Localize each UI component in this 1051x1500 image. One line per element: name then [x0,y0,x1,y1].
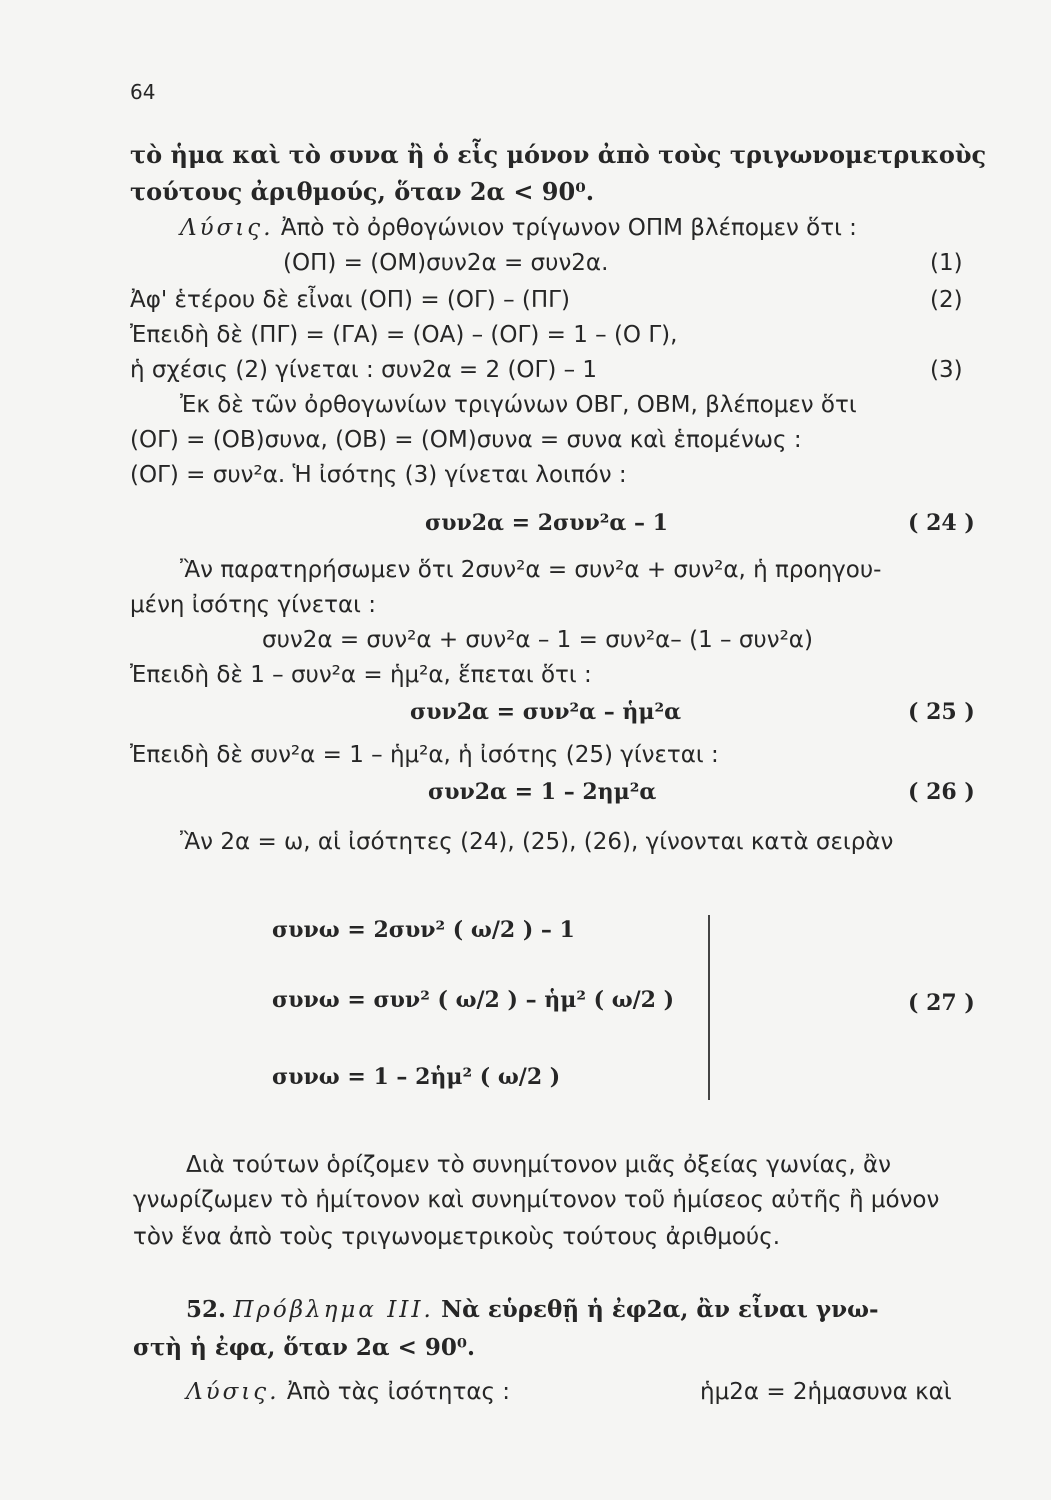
text-line-15: Ἐπειδὴ δὲ συν²α = 1 – ἡμ²α, ἡ ἰσότης (25) γίνεται : [130,742,719,768]
text-line-9: (ΟΓ) = (ΟΒ)συνα, (ΟΒ) = (ΟΜ)συνα = συνα καὶ ἑπομένως : [130,427,802,453]
text-line-22-body: Ἀπὸ τὰς ἰσότητας : [286,1379,511,1405]
text-line-12: μένη ἰσότης γίνεται : [130,592,376,618]
text-line-18: γνωρίζωμεν τὸ ἡμίτονον καὶ συνημίτονον τοῦ ἡμίσεος αὐτῆς ἢ μόνον [133,1187,940,1213]
eq-number-1: (1) [930,250,963,276]
problem-statement: Νὰ εὑρεθῇ ἡ ἐφ2α, ἂν εἶναι γνω- [441,1296,879,1323]
text-line-5: Ἀφ' ἑτέρου δὲ εἶναι (ΟΠ) = (ΟΓ) – (ΠΓ) [130,287,570,313]
text-line-19: τὸν ἕνα ἀπὸ τοὺς τριγωνομετρικοὺς τούτους ἀριθμούς. [133,1224,781,1250]
equation-brace [708,915,710,1100]
text-line-11: Ἂν παρατηρήσωμεν ὅτι 2συν²α = συν²α + συν²α, ἡ προηγου- [180,557,882,583]
text-line-17: Διὰ τούτων ὁρίζομεν τὸ συνημίτονον μιᾶς ὀξείας γωνίας, ἂν [186,1152,891,1178]
eq-number-26: ( 26 ) [908,779,975,805]
equation-27b: συνω = συν² ( ω/2 ) – ἡμ² ( ω/2 ) [272,987,675,1013]
equation-26: συν2α = 1 – 2ημ²α [428,779,657,805]
text-line-13: συν2α = συν²α + συν²α – 1 = συν²α– (1 – συν²α) [262,627,813,653]
eq-number-25: ( 25 ) [908,699,975,725]
equation-27a: συνω = 2συν² ( ω/2 ) – 1 [272,917,575,943]
solution-label-2: Λύσις. [186,1379,280,1405]
text-line-6: Ἐπειδὴ δὲ (ΠΓ) = (ΓΑ) = (ΟΑ) – (ΟΓ) = 1 – (Ο Γ), [130,322,678,348]
text-line-3 [180,213,857,243]
eq-number-2: (2) [930,287,963,313]
text-line-8: Ἐκ δὲ τῶν ὀρθογωνίων τριγώνων ΟΒΓ, ΟΒΜ, βλέπομεν ὅτι [180,392,857,418]
solution-label: Λύσις. [180,215,274,241]
text-line-22-right: ἡμ2α = 2ἡμασυνα καὶ [700,1379,952,1405]
text-line-10: (ΟΓ) = συν²α. Ἡ ἰσότης (3) γίνεται λοιπόν : [130,462,627,488]
page-number: 64 [130,80,156,104]
problem-label: Πρόβλημα ΙΙΙ. [233,1297,434,1323]
text-line-3-body: Ἀπὸ τὸ ὀρθογώνιον τρίγωνον ΟΠΜ βλέπομεν ὅτι : [280,215,857,241]
equation-24: συν2α = 2συν²α – 1 [425,510,668,536]
text-line-1: τὸ ἡμα καὶ τὸ συνα ἢ ὁ εἷς μόνον ἀπὸ τοὺς τριγωνομετρικοὺς [130,140,987,169]
text-line-21: στὴ ἡ ἐφα, ὅταν 2α < 90⁰. [133,1334,475,1361]
text-line-4: (ΟΠ) = (ΟΜ)συν2α = συν2α. [283,250,609,276]
equation-27c: συνω = 1 – 2ἡμ² ( ω/2 ) [272,1064,561,1090]
equation-25: συν2α = συν²α – ἡμ²α [410,699,682,725]
text-line-16: Ἂν 2α = ω, αἱ ἰσότητες (24), (25), (26), γίνονται κατὰ σειρὰν [180,829,894,855]
text-line-2: τούτους ἀριθμούς, ὅταν 2α < 90⁰. [130,177,595,206]
text-line-22 [186,1377,510,1407]
eq-number-27: ( 27 ) [908,990,975,1016]
problem-number: 52. [186,1296,227,1323]
eq-number-3: (3) [930,357,963,383]
text-line-14: Ἐπειδὴ δὲ 1 – συν²α = ἡμ²α, ἕπεται ὅτι : [130,662,592,688]
text-line-20 [186,1295,879,1325]
eq-number-24: ( 24 ) [908,510,975,536]
text-line-7: ἡ σχέσις (2) γίνεται : συν2α = 2 (ΟΓ) – 1 [130,357,598,383]
